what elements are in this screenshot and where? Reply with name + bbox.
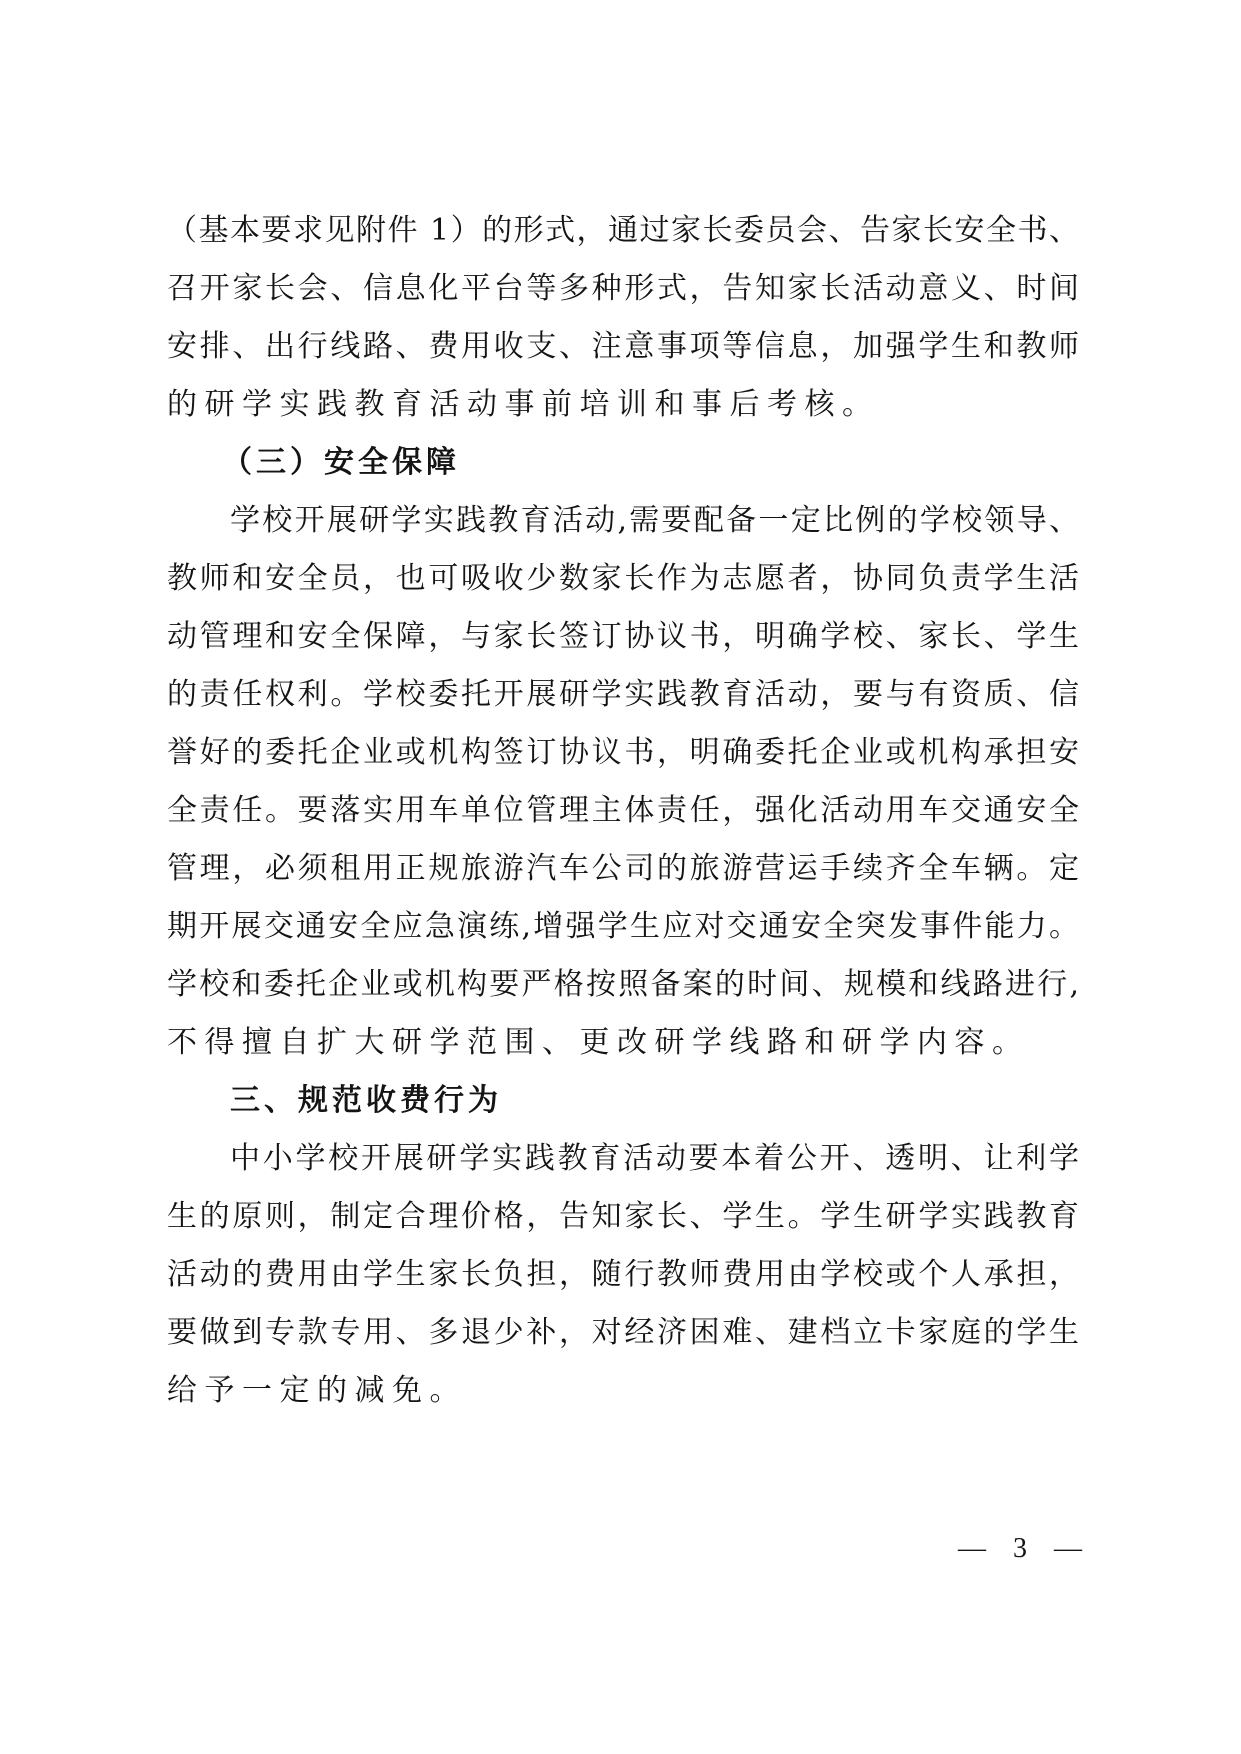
paragraph-2-line-1: 学校开展研学实践教育活动,需要配备一定比例的学校领导、 [230, 503, 1079, 538]
section-heading-safety: （三）安全保障 [222, 445, 460, 480]
paragraph-1-line-1: （基本要求见附件 1）的形式，通过家长委员会、告家长安全书、 [167, 213, 1079, 248]
paragraph-2-line-7: 管理，必须租用正规旅游汽车公司的旅游营运手续齐全车辆。定 [167, 851, 1079, 886]
paragraph-2-line-8: 期开展交通安全应急演练,增强学生应对交通安全突发事件能力。 [167, 909, 1079, 944]
paragraph-2-line-3: 动管理和安全保障，与家长签订协议书，明确学校、家长、学生 [167, 619, 1079, 654]
paragraph-3-line-1: 中小学校开展研学实践教育活动要本着公开、透明、让利学 [230, 1141, 1079, 1176]
paragraph-3-line-4: 要做到专款专用、多退少补，对经济困难、建档立卡家庭的学生 [167, 1315, 1079, 1350]
paragraph-3-line-5: 给予一定的减免。 [167, 1373, 467, 1408]
paragraph-2-line-2: 教师和安全员，也可吸收少数家长作为志愿者，协同负责学生活 [167, 561, 1079, 596]
paragraph-2-line-9: 学校和委托企业或机构要严格按照备案的时间、规模和线路进行, [167, 967, 1079, 1002]
paragraph-1-line-4: 的研学实践教育活动事前培训和事后考核。 [167, 387, 880, 422]
paragraph-2-line-5: 誉好的委托企业或机构签订协议书，明确委托企业或机构承担安 [167, 735, 1079, 770]
paragraph-2-line-4: 的责任权利。学校委托开展研学实践教育活动，要与有资质、信 [167, 677, 1079, 712]
paragraph-3-line-2: 生的原则，制定合理价格，告知家长、学生。学生研学实践教育 [167, 1199, 1079, 1234]
section-heading-fees: 三、规范收费行为 [230, 1083, 502, 1118]
page-number: — 3 — [958, 1533, 1092, 1564]
paragraph-2-line-10: 不得擅自扩大研学范围、更改研学线路和研学内容。 [167, 1025, 1030, 1060]
paragraph-1-line-3: 安排、出行线路、费用收支、注意事项等信息，加强学生和教师 [167, 329, 1079, 364]
paragraph-1-line-2: 召开家长会、信息化平台等多种形式，告知家长活动意义、时间 [167, 271, 1079, 306]
paragraph-2-line-6: 全责任。要落实用车单位管理主体责任，强化活动用车交通安全 [167, 793, 1079, 828]
paragraph-3-line-3: 活动的费用由学生家长负担，随行教师费用由学校或个人承担， [167, 1257, 1079, 1292]
